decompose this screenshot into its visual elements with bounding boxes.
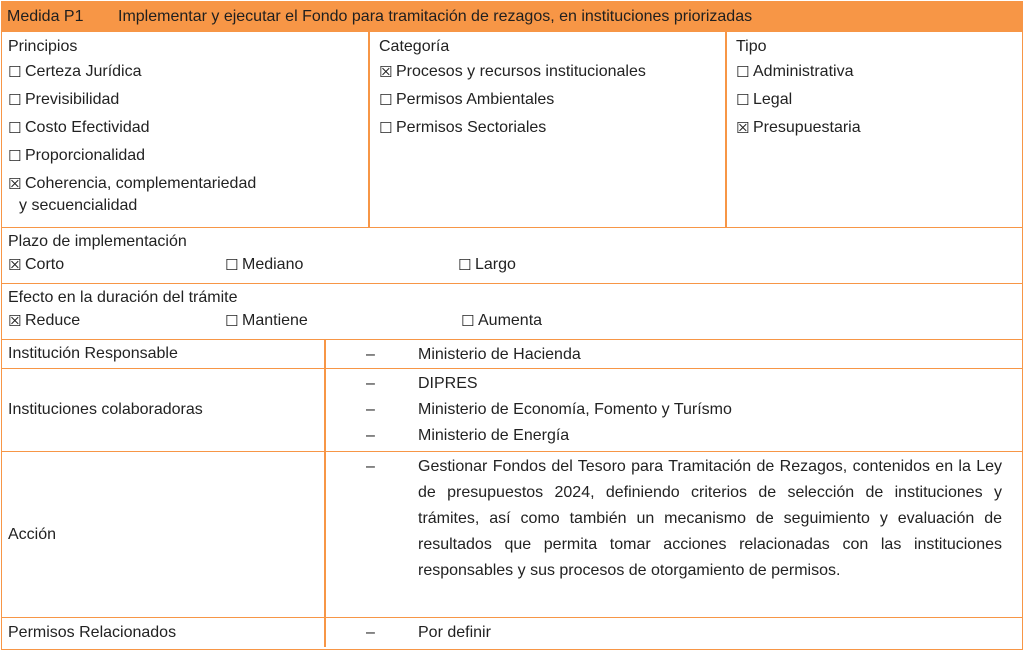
option-label-continuation: y secuencialidad (19, 197, 138, 214)
option-label: Proporcionalidad (25, 147, 146, 164)
checkbox-option (736, 114, 1022, 142)
checkbox-icon: ☐ (736, 91, 750, 109)
accion-label: Acción (2, 452, 326, 617)
checkbox-icon: ☐ (8, 147, 22, 165)
principios-heading: Principios (8, 38, 78, 55)
measure-code: Medida P1 (7, 7, 84, 25)
option-label: Legal (753, 91, 793, 108)
checkbox-icon: ☐ (225, 312, 239, 330)
checkbox-option (461, 312, 542, 330)
checkbox-icon: ☐ (379, 119, 393, 137)
plazo-row (2, 227, 1022, 283)
checkbox-option (8, 86, 368, 114)
option-label: Corto (25, 256, 65, 273)
colaboradoras-row (2, 368, 1022, 451)
option-label: Permisos Sectoriales (396, 119, 547, 136)
option-label: Aumenta (478, 312, 543, 329)
responsable-row (2, 339, 1022, 368)
checkbox-option (225, 256, 303, 274)
checkbox-icon: ☐ (8, 91, 22, 109)
option-label: Previsibilidad (25, 91, 120, 108)
checkbox-icon: ☐ (8, 63, 22, 81)
option-label: Presupuestaria (753, 119, 861, 136)
checked-box-icon: ☒ (8, 175, 22, 193)
checkbox-option (8, 312, 80, 330)
option-label: Administrativa (753, 63, 854, 80)
table-header (2, 2, 1022, 31)
checked-box-icon: ☒ (379, 63, 393, 81)
checkbox-icon: ☐ (225, 256, 239, 274)
categoria-heading: Categoría (379, 38, 450, 55)
checkbox-option (736, 58, 1022, 86)
checked-box-icon: ☒ (8, 312, 22, 330)
checkbox-option (225, 312, 308, 330)
list-item: – Ministerio de Economía, Fomento y Turísmo (366, 397, 1002, 423)
checkbox-icon: ☐ (379, 91, 393, 109)
list-item (366, 454, 1002, 584)
categoria-column (370, 32, 727, 227)
checkbox-option (379, 58, 725, 86)
dash-bullet: – (366, 346, 375, 363)
dash-bullet: – (366, 458, 375, 475)
dash-bullet: – (366, 624, 375, 641)
dash-bullet: – (366, 427, 375, 444)
checkbox-option (8, 114, 368, 142)
checkbox-icon: ☐ (461, 312, 475, 330)
permisos-label: Permisos Relacionados (2, 618, 326, 647)
plazo-heading: Plazo de implementación (8, 233, 187, 250)
option-label: Mantiene (242, 312, 308, 329)
option-label: Largo (475, 256, 516, 273)
option-label: Procesos y recursos institucionales (396, 63, 646, 80)
colaboradoras-label: Instituciones colaboradoras (2, 369, 326, 451)
list-item: – Por definir (366, 620, 1002, 646)
option-label: Costo Efectividad (25, 119, 150, 136)
accion-row (2, 451, 1022, 617)
checkbox-icon: ☐ (458, 256, 472, 274)
option-label: Mediano (242, 256, 304, 273)
principios-column (2, 32, 370, 227)
tipo-column (727, 32, 1022, 227)
tipo-heading: Tipo (736, 38, 767, 55)
checkbox-icon: ☐ (8, 119, 22, 137)
checkbox-icon: ☐ (736, 63, 750, 81)
list-item: – DIPRES (366, 371, 1002, 397)
checkbox-option (8, 256, 64, 274)
checkbox-option (8, 58, 368, 86)
option-label: Reduce (25, 312, 81, 329)
checked-box-icon: ☒ (8, 256, 22, 274)
option-label: Coherencia, complementariedad (25, 175, 257, 192)
classification-row (2, 31, 1022, 227)
list-item: – Ministerio de Energía (366, 423, 1002, 449)
list-item: – Ministerio de Hacienda (366, 342, 1002, 368)
option-label: Certeza Jurídica (25, 63, 142, 80)
dash-bullet: – (366, 375, 375, 392)
checked-box-icon: ☒ (736, 119, 750, 137)
checkbox-option (458, 256, 516, 274)
checkbox-option (8, 142, 368, 170)
checkbox-option (379, 86, 725, 114)
measure-title: Implementar y ejecutar el Fondo para tramitación de rezagos, en instituciones priorizadas (118, 7, 753, 25)
checkbox-option (736, 86, 1022, 114)
checkbox-option (379, 114, 725, 142)
efecto-heading: Efecto en la duración del trámite (8, 289, 238, 306)
efecto-row (2, 283, 1022, 339)
permisos-row (2, 617, 1022, 647)
accion-text: Gestionar Fondos del Tesoro para Tramitación de Rezagos, contenidos en la Ley de presupuestos 2024, definiendo criterios de selección de instituciones y trámites, así como también un mecanismo de seguimiento y evaluación de resultados que permita tomar acciones relacionadas con las instituciones responsables y sus procesos de otorgamiento de permisos. (418, 458, 1002, 579)
measure-table (1, 1, 1023, 650)
responsable-label: Institución Responsable (2, 340, 326, 368)
dash-bullet: – (366, 401, 375, 418)
option-label: Permisos Ambientales (396, 91, 555, 108)
